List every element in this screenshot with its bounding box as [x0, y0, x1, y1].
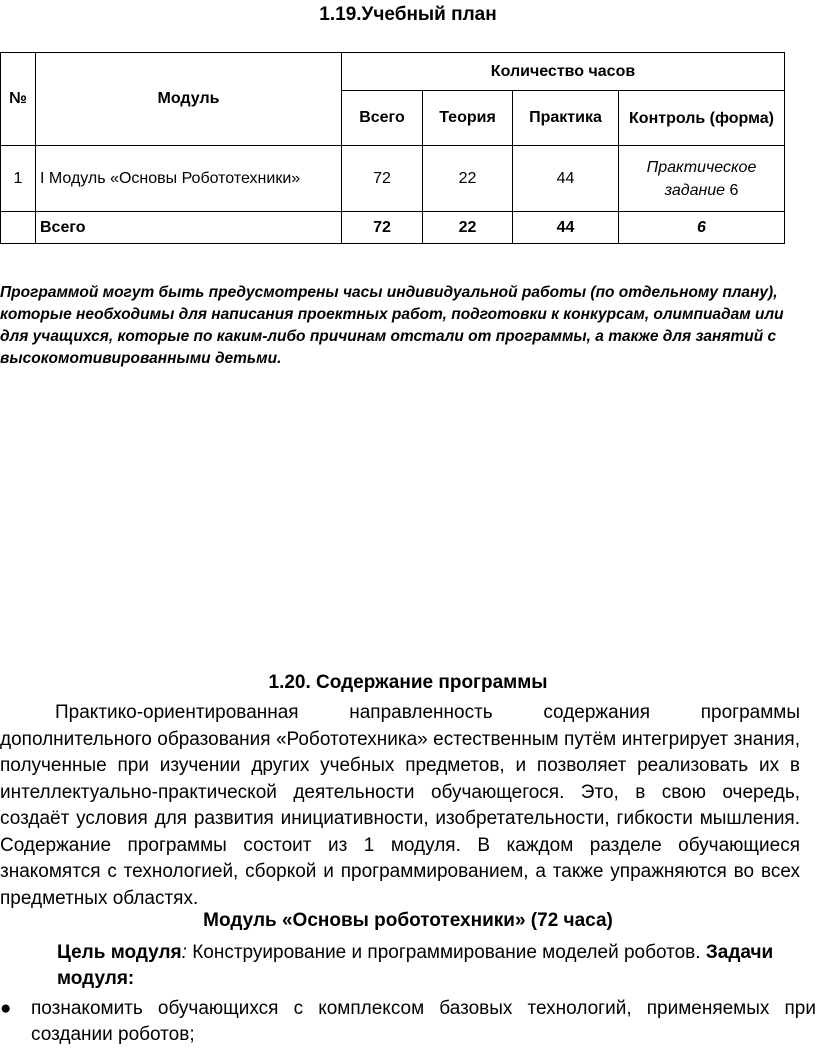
bullet-icon: ●	[0, 998, 12, 1019]
section-title-content: 1.20. Содержание программы	[268, 672, 548, 693]
content-paragraph	[0, 700, 800, 912]
total-theory: 22	[423, 212, 513, 244]
header-theory: Теория	[423, 91, 513, 146]
list-item-text: познакомить обучающихся с комплексом базовых технологий, применяемых при создании роботов;	[31, 998, 816, 1045]
table-row	[1, 146, 785, 212]
curriculum-table	[0, 52, 785, 244]
total-label: Всего	[36, 212, 342, 244]
header-number: №	[1, 53, 36, 146]
row-module: I Модуль «Основы Робототехники»	[36, 146, 342, 212]
individual-work-note: Программой могут быть предусмотрены часы индивидуальной работы (по отдельному плану), которые необходимы для написания проектных работ, подготовки к конкурсам, олимпиадам или для учащихся, которые по каким-либо причинам отстали от программы, а также для занятий с высокомотивированными детьми.	[0, 284, 784, 367]
total-control: 6	[619, 212, 785, 244]
content-paragraph-text: Практико-ориентированная направленность содержания программы дополнительного образования «Робототехника» естественным путём интегрирует знания, полученные при изучении других учебных предметов, и позволяет реализовать их в интеллектуально-практической деятельности обучающегося. Это, в свою очередь, создаёт условия для развития инициативности, изобретательности, гибкости мышления. Содержание программы состоит из 1 модуля. В каждом разделе обучающиеся знакомятся с технологией, сборкой и программированием, а также упражняются во всех предметных областях.	[0, 702, 800, 909]
tasks-label: Задачи модуля:	[57, 942, 774, 989]
total-practice: 44	[513, 212, 619, 244]
row-control	[619, 146, 785, 212]
header-module: Модуль	[36, 53, 342, 146]
row-total: 72	[342, 146, 423, 212]
header-total: Всего	[342, 91, 423, 146]
row-theory: 22	[423, 146, 513, 212]
goal-label: Цель модуля	[57, 942, 182, 963]
module-title: Модуль «Основы робототехники» (72 часа)	[203, 910, 613, 931]
goal-colon: :	[181, 942, 187, 963]
header-control: Контроль (форма)	[619, 91, 785, 146]
row-control-value: 6	[729, 181, 739, 199]
total-total: 72	[342, 212, 423, 244]
row-number: 1	[1, 146, 36, 212]
header-hours-group: Количество часов	[342, 53, 785, 91]
row-control-label: Практическое задание	[646, 158, 757, 199]
module-goal	[57, 940, 816, 992]
total-row-blank	[1, 212, 36, 244]
table-total-row	[1, 212, 785, 244]
section-title-curriculum: 1.19.Учебный план	[319, 4, 497, 25]
header-practice: Практика	[513, 91, 619, 146]
row-practice: 44	[513, 146, 619, 212]
goal-text: Конструирование и программирование моделей роботов.	[186, 942, 706, 963]
